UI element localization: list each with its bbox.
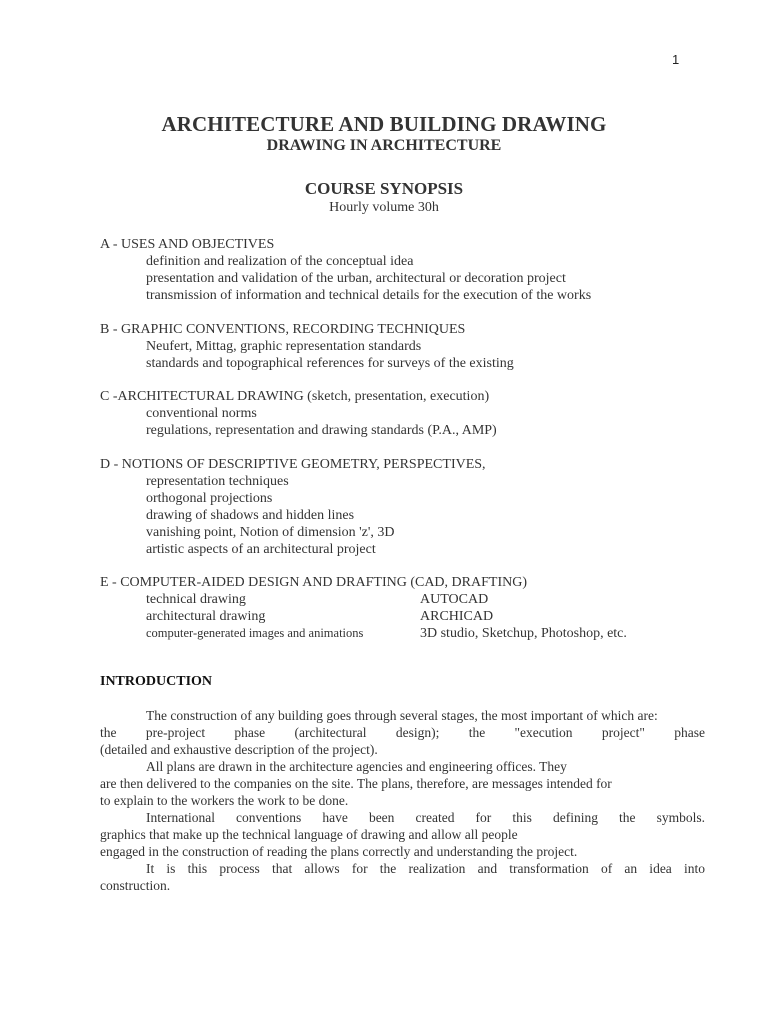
paragraph-line: All plans are drawn in the architecture agencies and engineering offices. They (146, 759, 567, 774)
list-item: vanishing point, Notion of dimension 'z', 3D (146, 524, 395, 540)
cad-row-software: AUTOCAD (420, 592, 489, 607)
section-a (100, 236, 710, 304)
hourly-volume: Hourly volume 30h (329, 200, 439, 215)
list-item: standards and topographical references for surveys of the existing (146, 355, 514, 371)
cad-row-topic: architectural drawing (146, 609, 266, 624)
section-heading: A - USES AND OBJECTIVES (100, 237, 275, 252)
cad-row (100, 625, 710, 642)
paragraph-line: graphics that make up the technical language of drawing and allow all people (100, 827, 518, 842)
synopsis-sections (100, 236, 710, 659)
section-c (100, 388, 710, 439)
list-item: orthogonal projections (146, 490, 273, 506)
cad-row (100, 591, 710, 608)
introduction-heading: INTRODUCTION (100, 674, 213, 689)
list-item: Neufert, Mittag, graphic representation standards (146, 338, 422, 354)
paragraph-line: (detailed and exhaustive description of the project). (100, 742, 378, 757)
cad-row-software: ARCHICAD (420, 609, 494, 624)
section-heading: C -ARCHITECTURAL DRAWING (sketch, presentation, execution) (100, 389, 490, 404)
list-item: definition and realization of the conceptual idea (146, 254, 414, 269)
section-heading: B - GRAPHIC CONVENTIONS, RECORDING TECHNIQUES (100, 321, 466, 337)
list-item: conventional norms (146, 406, 257, 421)
course-synopsis-heading: COURSE SYNOPSIS (304, 179, 464, 198)
list-item: regulations, representation and drawing standards (P.A., AMP) (146, 423, 497, 438)
section-heading: E - COMPUTER-AIDED DESIGN AND DRAFTING (CAD, DRAFTING) (100, 575, 527, 590)
paragraph-line: It is this process that allows for the realization and transformation of an idea into (146, 861, 705, 876)
cad-row-topic: technical drawing (146, 592, 246, 607)
section-b (100, 321, 710, 372)
list-item: artistic aspects of an architectural project (146, 541, 376, 557)
paragraph-line: to explain to the workers the work to be done. (100, 793, 349, 808)
document-subtitle: DRAWING IN ARCHITECTURE (266, 137, 502, 154)
introduction-body (100, 707, 705, 894)
page-number: 1 (672, 52, 680, 67)
list-item: transmission of information and technical details for the execution of the works (146, 288, 592, 303)
section-e (100, 574, 710, 642)
cad-row-software: 3D studio, Sketchup, Photoshop, etc. (420, 626, 627, 641)
list-item: drawing of shadows and hidden lines (146, 507, 355, 523)
paragraph-line: engaged in the construction of reading the plans correctly and understanding the project. (100, 844, 578, 859)
paragraph-line: International conventions have been created for this defining the symbols. (146, 810, 705, 825)
document-title: ARCHITECTURE AND BUILDING DRAWING (161, 112, 607, 136)
list-item: representation techniques (146, 473, 289, 489)
paragraph-line: are then delivered to the companies on the site. The plans, therefore, are messages intended for (100, 776, 612, 791)
paragraph-line: the pre-project phase (architectural design); the "execution project" phase (100, 725, 705, 740)
list-item: presentation and validation of the urban, architectural or decoration project (146, 271, 566, 286)
paragraph-line: The construction of any building goes through several stages, the most important of which are: (146, 708, 658, 723)
section-d (100, 456, 710, 558)
cad-row-topic: computer-generated images and animations (146, 626, 364, 640)
cad-row (100, 608, 710, 625)
section-heading: D - NOTIONS OF DESCRIPTIVE GEOMETRY, PERSPECTIVES, (100, 456, 486, 472)
paragraph-line: construction. (100, 878, 171, 893)
